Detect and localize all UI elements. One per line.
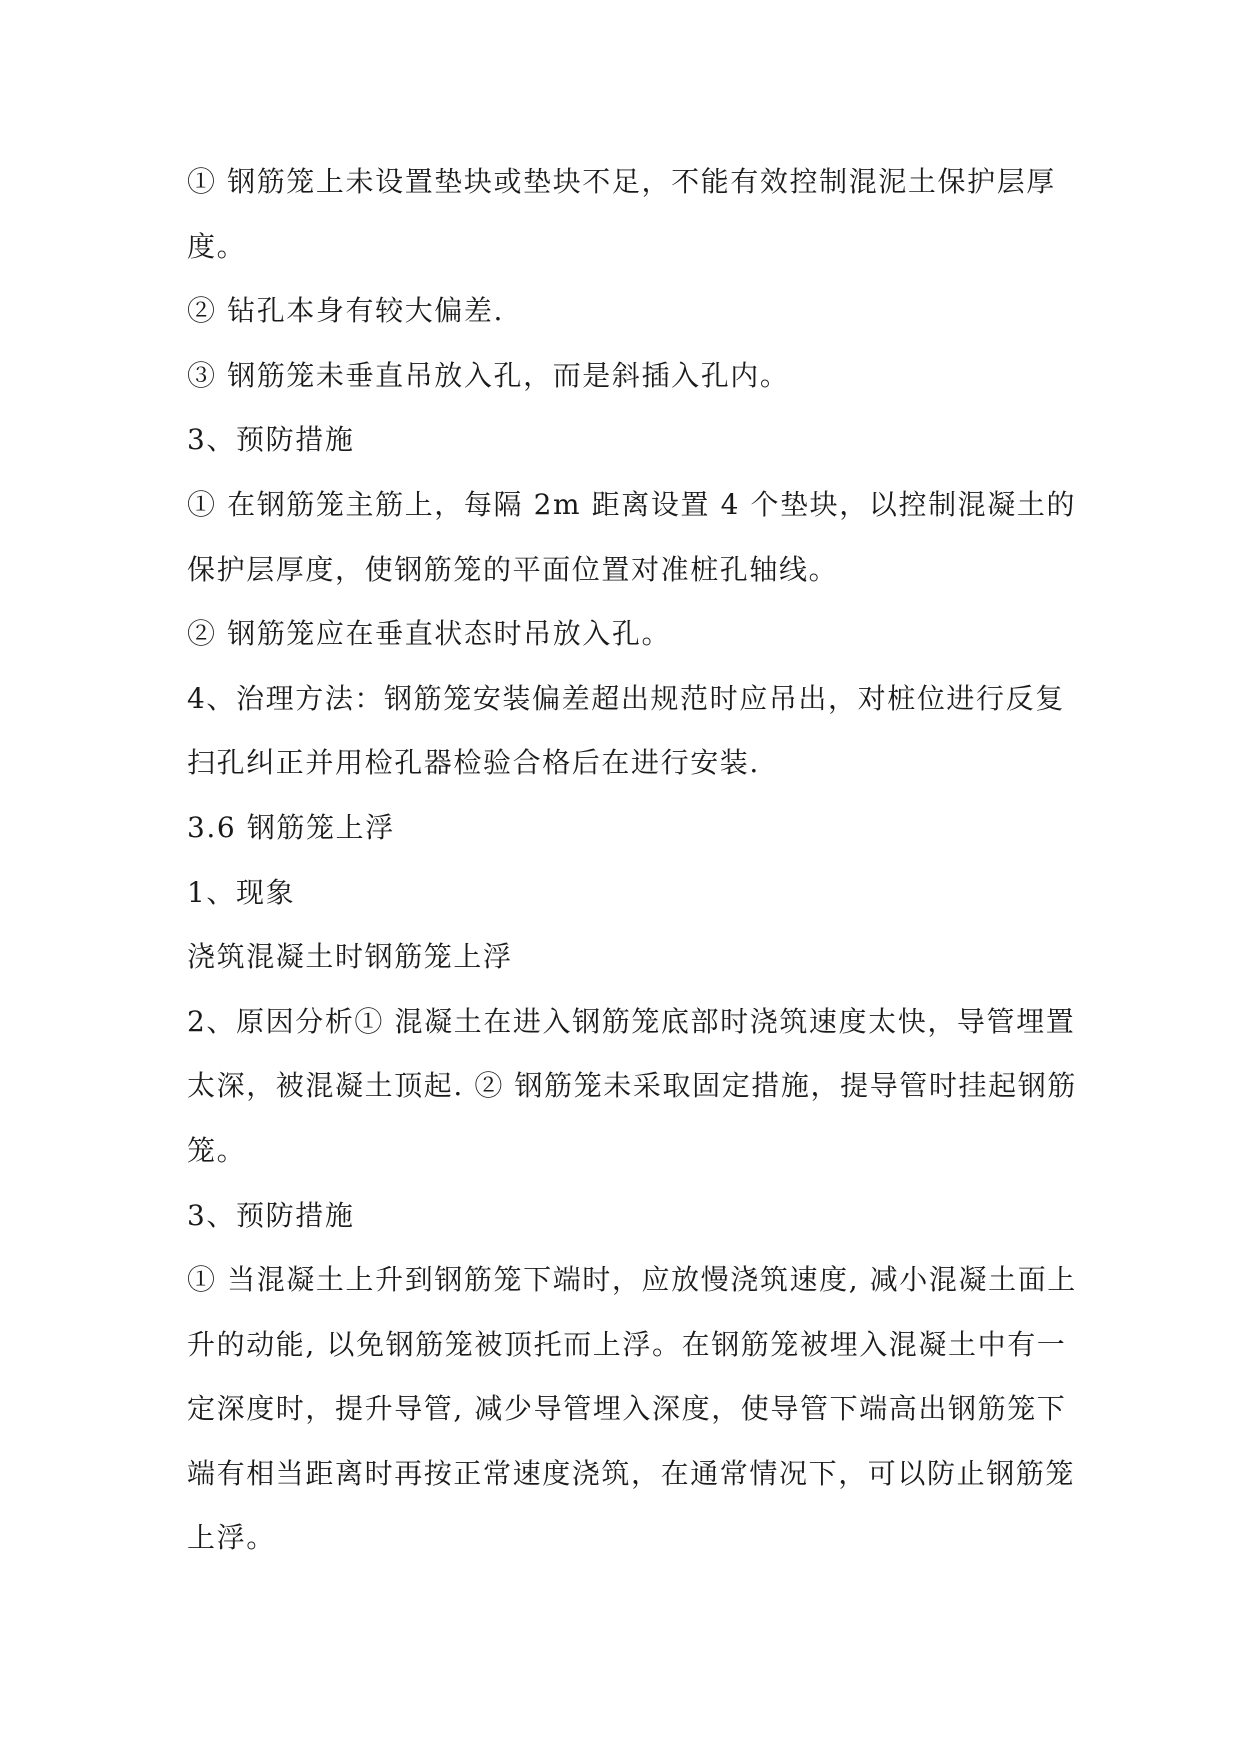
text-line: ② 钢筋笼应在垂直状态时吊放入孔。 (187, 617, 672, 651)
text-line: ① 在钢筋笼主筋上，每隔 2m 距离设置 4 个垫块，以控制混凝土的 (187, 487, 1077, 521)
text-line: 上浮。 (187, 1521, 276, 1555)
text-line: ① 钢筋笼上未设置垫块或垫块不足，不能有效控制混泥土保护层厚 (187, 165, 1056, 198)
text-line: ① 当混凝土上升到钢筋笼下端时，应放慢浇筑速度, 减小混凝土面上 (187, 1263, 1077, 1297)
document-body (187, 150, 1077, 1571)
text-line: 升的动能, 以免钢筋笼被顶托而上浮。在钢筋笼被埋入混凝土中有一 (187, 1327, 1067, 1361)
text-line: 端有相当距离时再按正常速度浇筑，在通常情况下，可以防止钢筋笼 (187, 1456, 1076, 1490)
section-title: 3.6 钢筋笼上浮 (187, 810, 395, 844)
section-heading: 3、预防措施 (187, 423, 355, 457)
text-line: ② 钻孔本身有较大偏差. (187, 294, 505, 328)
text-line: 定深度时，提升导管, 减少导管埋入深度，使导管下端高出钢筋笼下 (187, 1392, 1067, 1426)
text-line: 笼。 (187, 1133, 247, 1167)
text-line: 扫孔纠正并用检孔器检验合格后在进行安装. (187, 746, 760, 780)
text-line: 4、治理方法：钢筋笼安装偏差超出规范时应吊出，对桩位进行反复 (187, 681, 1065, 715)
section-heading: 3、预防措施 (187, 1198, 355, 1232)
text-line: 浇筑混凝土时钢筋笼上浮 (187, 940, 513, 974)
section-heading: 1、现象 (187, 875, 296, 909)
text-line: ③ 钢筋笼未垂直吊放入孔，而是斜插入孔内。 (187, 358, 790, 392)
text-line: 保护层厚度，使钢筋笼的平面位置对准桩孔轴线。 (187, 552, 839, 586)
text-line: 度。 (187, 229, 247, 263)
text-line: 2、原因分析① 混凝土在进入钢筋笼底部时浇筑速度太快，导管埋置 (187, 1004, 1076, 1038)
text-line: 太深，被混凝土顶起. ② 钢筋笼未采取固定措施，提导管时挂起钢筋 (187, 1069, 1077, 1103)
